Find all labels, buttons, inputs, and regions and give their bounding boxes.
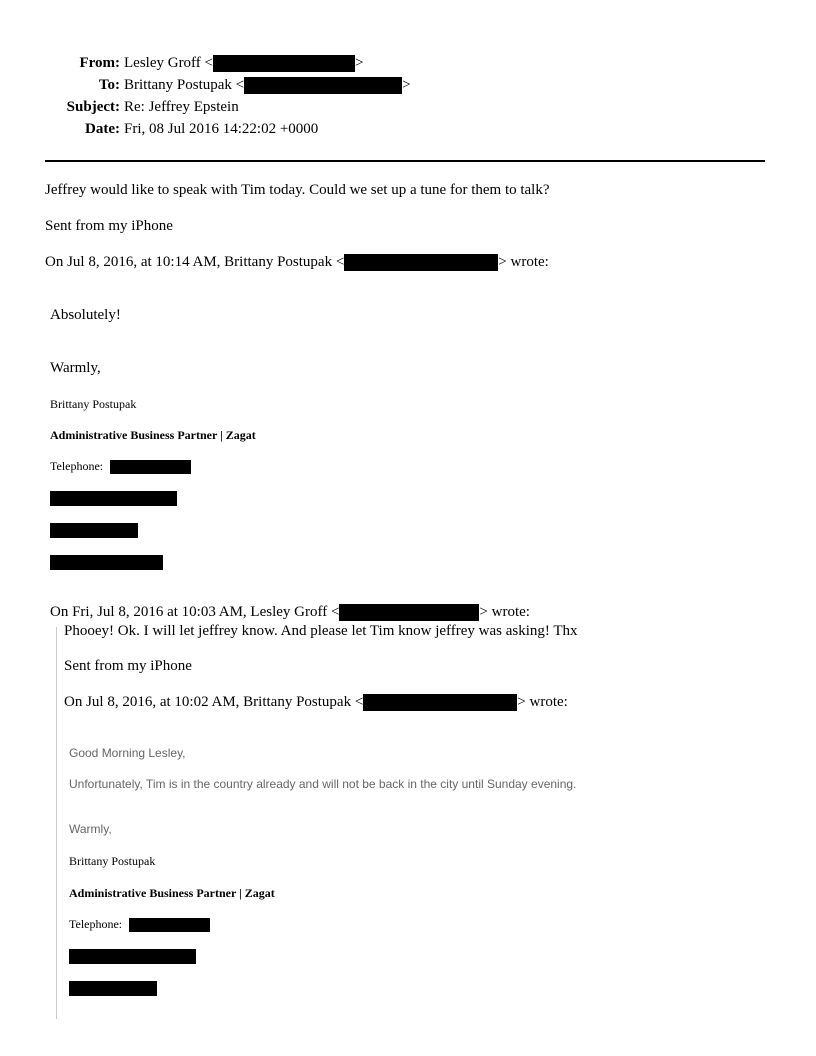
quote-text: Phooey! Ok. I will let jeffrey know. And please let Tim know jeffrey was asking! Thx: [64, 623, 578, 639]
header-divider: [45, 160, 765, 162]
reply2-text: Unfortunately, Tim is in the country already and will not be back in the city until Sunday evening.: [69, 777, 577, 791]
from-name: Lesley Groff <: [124, 55, 213, 71]
quote-wrote2-prefix: On Jul 8, 2016, at 10:02 AM, Brittany Postupak <: [64, 694, 364, 710]
to-label: To:: [98, 77, 120, 93]
quote-bar: [56, 627, 57, 1019]
from-close: >: [355, 55, 364, 71]
redacted-line: [69, 949, 196, 964]
redacted-email: [244, 77, 402, 94]
message-text: Jeffrey would like to speak with Tim today. Could we set up a tune for them to talk?: [45, 182, 550, 198]
signature-name: Brittany Postupak: [50, 397, 137, 411]
quote-sent-from-iphone: Sent from my iPhone: [64, 658, 192, 674]
quote-wrote-line: [50, 604, 530, 621]
reply-text: Absolutely!: [50, 307, 121, 323]
signature-telephone: [50, 459, 191, 474]
redacted-email: [363, 694, 517, 711]
redacted-line: [50, 523, 138, 538]
redacted-line: [50, 491, 177, 506]
wrote-line-suffix: > wrote:: [498, 254, 549, 270]
date-label: Date:: [85, 121, 120, 137]
reply2-signature-name: Brittany Postupak: [69, 854, 156, 868]
quote-wrote-line-2: [64, 694, 568, 711]
reply2-signoff: Warmly,: [69, 822, 112, 836]
reply2-signature-title: Administrative Business Partner | Zagat: [69, 886, 275, 900]
redacted-phone: [129, 918, 210, 932]
wrote-line-prefix: On Jul 8, 2016, at 10:14 AM, Brittany Postupak <: [45, 254, 345, 270]
from-label: From:: [79, 55, 120, 71]
redacted-email: [339, 604, 479, 621]
wrote-line: [45, 254, 549, 271]
redacted-email: [213, 55, 355, 72]
redacted-phone: [110, 460, 191, 474]
sent-from-iphone: Sent from my iPhone: [45, 218, 173, 234]
redacted-email: [344, 254, 498, 271]
subject-value: Re: Jeffrey Epstein: [124, 99, 239, 115]
quote-wrote-prefix: On Fri, Jul 8, 2016 at 10:03 AM, Lesley Groff <: [50, 604, 340, 620]
date-value: Fri, 08 Jul 2016 14:22:02 +0000: [124, 121, 319, 137]
subject-label: Subject:: [66, 99, 120, 115]
reply2-signature-telephone: [69, 917, 210, 932]
to-close: >: [402, 77, 411, 93]
redacted-line: [50, 555, 163, 570]
signoff: Warmly,: [50, 360, 101, 376]
from-value: [124, 52, 363, 74]
redacted-line: [69, 981, 157, 996]
reply2-telephone-label: Telephone:: [69, 917, 123, 931]
signature-title: Administrative Business Partner | Zagat: [50, 428, 256, 442]
to-value: [124, 74, 411, 96]
quote-wrote2-suffix: > wrote:: [517, 694, 568, 710]
to-name: Brittany Postupak <: [124, 77, 245, 93]
quote-wrote-suffix: > wrote:: [479, 604, 530, 620]
reply2-greeting: Good Morning Lesley,: [69, 746, 186, 760]
telephone-label: Telephone:: [50, 459, 104, 473]
